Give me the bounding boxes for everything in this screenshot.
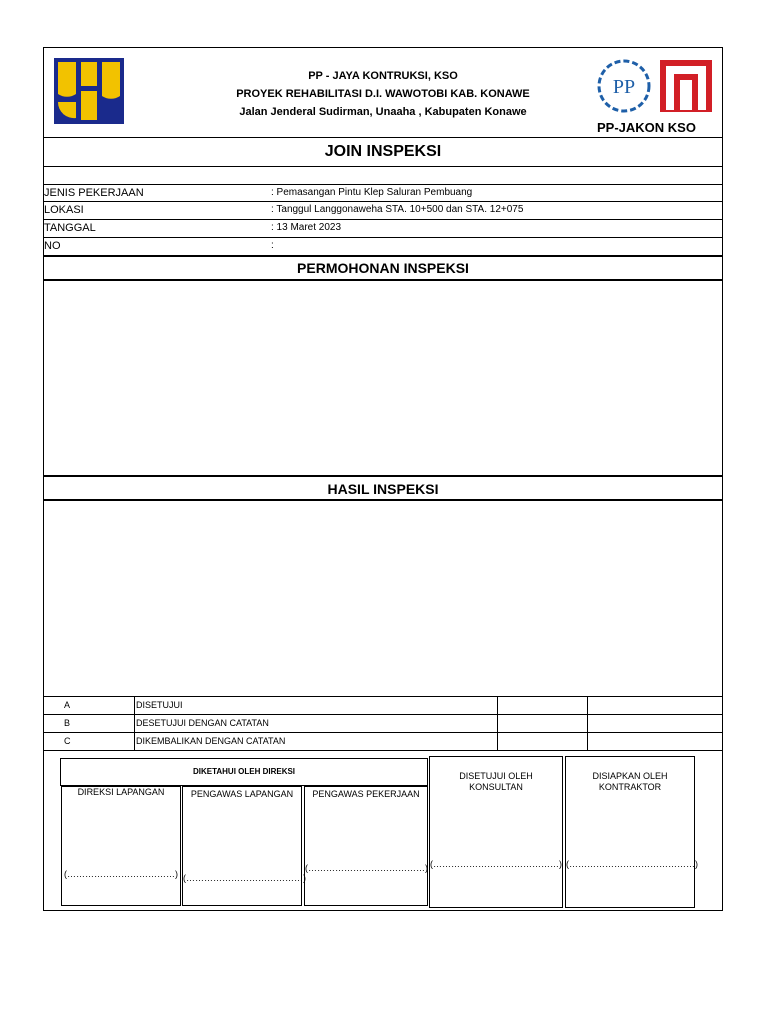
field-value-jenis: : Pemasangan Pintu Klep Saluran Pembuang bbox=[271, 187, 473, 198]
direksi-group-box bbox=[60, 758, 428, 786]
sig-title-line2: KONSULTAN bbox=[469, 782, 523, 792]
page-title: JOIN INSPEKSI bbox=[324, 143, 442, 160]
sig-blank: (…………………………………) bbox=[183, 873, 306, 883]
header-line2: PROYEK REHABILITASI D.I. WAWOTOBI KAB. KONAWE bbox=[236, 88, 530, 100]
field-label-jenis: JENIS PEKERJAAN bbox=[44, 187, 144, 199]
header-line1: PP - JAYA KONTRUKSI, KSO bbox=[308, 70, 458, 82]
option-text: DIKEMBALIKAN DENGAN CATATAN bbox=[136, 736, 286, 746]
header-line3: Jalan Jenderal Sudirman, Unaaha , Kabupaten Konawe bbox=[239, 106, 527, 118]
divider bbox=[44, 475, 722, 477]
sig-title: DIREKSI LAPANGAN bbox=[77, 787, 165, 797]
field-value-no: : bbox=[271, 240, 274, 251]
jakon-logo-icon bbox=[658, 58, 714, 114]
section-hasil: HASIL INSPEKSI bbox=[327, 481, 439, 497]
divider bbox=[44, 166, 722, 167]
permohonan-area[interactable] bbox=[44, 281, 722, 475]
option-code: C bbox=[64, 736, 71, 746]
option-text: DISETUJUI bbox=[136, 700, 183, 710]
option-text: DESETUJUI DENGAN CATATAN bbox=[136, 718, 269, 728]
option-row-c[interactable] bbox=[44, 732, 722, 751]
divider bbox=[44, 255, 722, 257]
options-grid bbox=[44, 696, 722, 750]
field-label-tanggal: TANGGAL bbox=[44, 222, 96, 234]
sig-title-line1: DISIAPKAN OLEH bbox=[592, 771, 668, 781]
sig-box-konsultan[interactable] bbox=[429, 756, 563, 908]
field-value-tanggal: : 13 Maret 2023 bbox=[271, 222, 342, 233]
divider bbox=[44, 750, 722, 751]
hasil-area[interactable] bbox=[44, 501, 722, 695]
sig-box-kontraktor[interactable] bbox=[565, 756, 698, 908]
jakon-logo-text: PP-JAKON KSO bbox=[597, 120, 696, 135]
section-permohonan: PERMOHONAN INSPEKSI bbox=[297, 260, 469, 276]
divider bbox=[44, 137, 722, 138]
sig-box-pengawas-pekerjaan[interactable] bbox=[304, 786, 428, 906]
sig-blank: (………………………………) bbox=[64, 869, 178, 879]
sig-title: PENGAWAS PEKERJAAN bbox=[312, 789, 420, 799]
pp-logo-icon bbox=[596, 58, 652, 114]
sig-title-line1: DISETUJUI OLEH bbox=[459, 771, 533, 781]
option-code: B bbox=[64, 718, 71, 728]
direksi-group-label: DIKETAHUI OLEH DIREKSI bbox=[192, 767, 296, 776]
divider bbox=[44, 237, 722, 238]
sig-box-pengawas-lapangan[interactable] bbox=[182, 786, 306, 906]
grid-col-line bbox=[587, 696, 588, 750]
form-frame bbox=[43, 47, 723, 911]
divider bbox=[44, 201, 722, 202]
grid-col-line bbox=[497, 696, 498, 750]
sig-title: PENGAWAS LAPANGAN bbox=[190, 789, 294, 799]
divider bbox=[44, 219, 722, 220]
field-value-lokasi: : Tanggul Langgonaweha STA. 10+500 dan STA. 12+075 bbox=[271, 204, 524, 215]
sig-blank: (……………………………………) bbox=[430, 859, 562, 869]
divider bbox=[44, 184, 722, 185]
sig-title-line2: KONTRAKTOR bbox=[598, 782, 662, 792]
sig-blank: (……………………………………) bbox=[566, 859, 698, 869]
sig-blank: (…………………………………) bbox=[305, 863, 428, 873]
sig-box-direksi-lapangan[interactable] bbox=[61, 786, 181, 906]
option-row-b[interactable] bbox=[44, 714, 722, 733]
field-label-no: NO bbox=[44, 240, 61, 252]
grid-col-line bbox=[134, 696, 135, 750]
option-row-a[interactable] bbox=[44, 696, 722, 715]
option-code: A bbox=[64, 700, 71, 710]
field-label-lokasi: LOKASI bbox=[44, 204, 84, 216]
pp-logo-text: PP bbox=[612, 76, 636, 98]
